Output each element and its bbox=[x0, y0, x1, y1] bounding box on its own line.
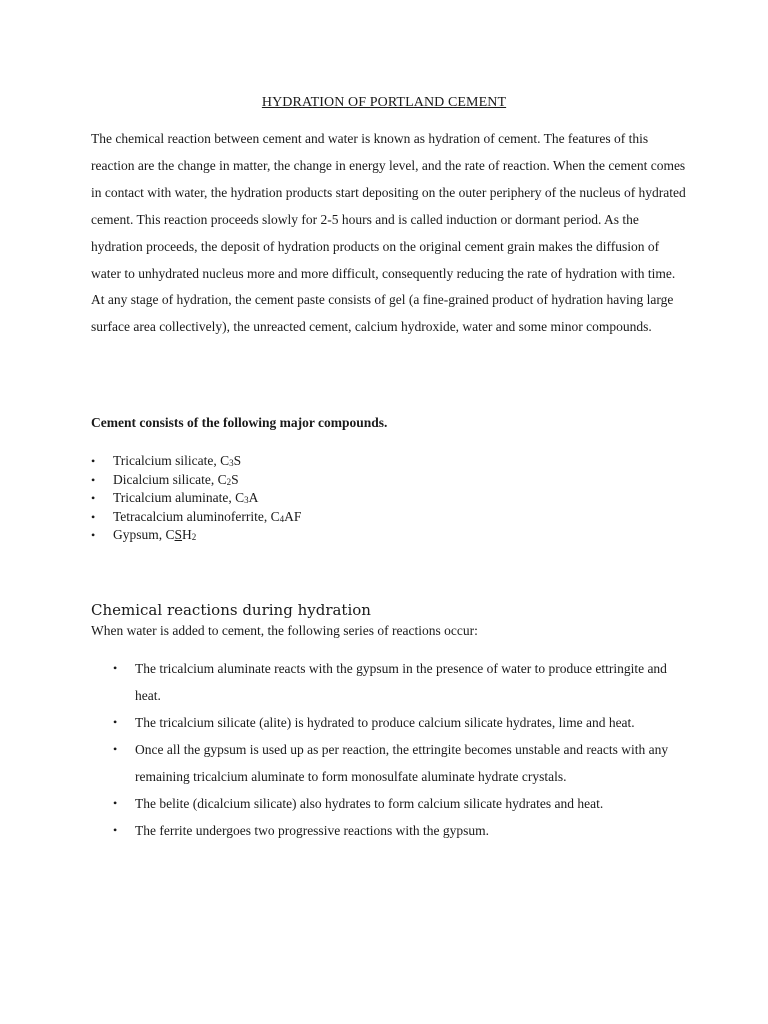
compound-formula-tail: AF bbox=[284, 508, 302, 524]
compound-name: Tricalcium aluminate, bbox=[113, 490, 236, 505]
list-item bbox=[113, 790, 673, 817]
intro-paragraph: The chemical reaction between cement and water is known as hydration of cement. The features of this reaction are the change in matter, the change in energy level, and the rate of reaction. When the cement comes in contact with water, the hydration products start depositing on the outer periphery of the nucleus of hydrated cement. This reaction proceeds slowly for 2-5 hours and is called induction or dormant period. As the hydration proceeds, the deposit of hydration products on the original cement grain makes the diffusion of water to unhydrated nucleus more and more difficult, consequently reducing the rate of hydration with time. At any stage of hydration, the cement paste consists of gel (a fine-grained product of hydration having large surface area collectively), the unreacted cement, calcium hydroxide, water and some minor compounds. bbox=[91, 131, 686, 335]
reaction-text: The belite (dicalcium silicate) also hydrates to form calcium silicate hydrates and heat. bbox=[135, 796, 604, 811]
section-heading: Chemical reactions during hydration bbox=[91, 601, 371, 619]
bullet-icon: • bbox=[113, 715, 118, 729]
compound-formula: C bbox=[235, 490, 245, 505]
compound-formula-tail: S bbox=[231, 471, 239, 487]
compound-name: Tetracalcium aluminoferrite, bbox=[113, 508, 271, 524]
list-item bbox=[91, 489, 301, 508]
list-item bbox=[91, 452, 301, 471]
major-compounds-heading: Cement consists of the following major compounds. bbox=[91, 415, 388, 430]
bullet-icon: • bbox=[91, 491, 96, 505]
compound-name: Gypsum, bbox=[113, 527, 166, 542]
formula-subscript: 3 bbox=[229, 458, 234, 468]
list-item bbox=[91, 508, 301, 527]
list-item bbox=[113, 736, 673, 790]
reaction-text: The ferrite undergoes two progressive reactions with the gypsum. bbox=[135, 823, 490, 838]
bullet-icon: • bbox=[113, 661, 118, 675]
formula-subscript: 4 bbox=[279, 513, 285, 524]
document-title: HYDRATION OF PORTLAND CEMENT bbox=[261, 95, 507, 110]
formula-subscript: 2 bbox=[226, 476, 232, 487]
compound-formula: C bbox=[217, 471, 227, 487]
compound-formula: C bbox=[220, 453, 230, 468]
formula-subscript: 2 bbox=[191, 532, 197, 542]
compound-formula-tail: A bbox=[248, 490, 259, 505]
compound-formula-tail: H bbox=[182, 527, 192, 542]
bullet-icon: • bbox=[91, 454, 96, 468]
list-item bbox=[91, 471, 301, 490]
compound-formula: C bbox=[270, 508, 280, 524]
formula-subscript: 3 bbox=[244, 495, 249, 505]
compound-name: Tricalcium silicate, bbox=[113, 453, 221, 468]
bullet-icon: • bbox=[113, 796, 118, 810]
compound-formula-tail: S bbox=[233, 453, 242, 468]
reaction-text: The tricalcium aluminate reacts with the gypsum in the presence of water to produce ettringite and heat. bbox=[135, 661, 667, 703]
bullet-icon: • bbox=[113, 823, 118, 837]
section-intro: When water is added to cement, the following series of reactions occur: bbox=[91, 623, 478, 638]
bullet-icon: • bbox=[91, 509, 96, 524]
formula-underlined: S bbox=[174, 527, 183, 542]
compound-list bbox=[91, 452, 301, 545]
compound-formula: C bbox=[165, 527, 175, 542]
list-item bbox=[91, 526, 301, 545]
reaction-text: Once all the gypsum is used up as per reaction, the ettringite becomes unstable and reacts with any remaining tricalcium aluminate to form monosulfate aluminate hydrate crystals. bbox=[135, 742, 669, 784]
reaction-list bbox=[113, 655, 673, 844]
bullet-icon: • bbox=[91, 528, 96, 542]
list-item bbox=[113, 655, 673, 709]
reaction-text: The tricalcium silicate (alite) is hydrated to produce calcium silicate hydrates, lime and heat. bbox=[135, 715, 635, 730]
bullet-icon: • bbox=[91, 472, 96, 487]
compound-name: Dicalcium silicate, bbox=[113, 471, 218, 487]
list-item bbox=[113, 817, 673, 844]
bullet-icon: • bbox=[113, 742, 118, 756]
list-item bbox=[113, 709, 673, 736]
